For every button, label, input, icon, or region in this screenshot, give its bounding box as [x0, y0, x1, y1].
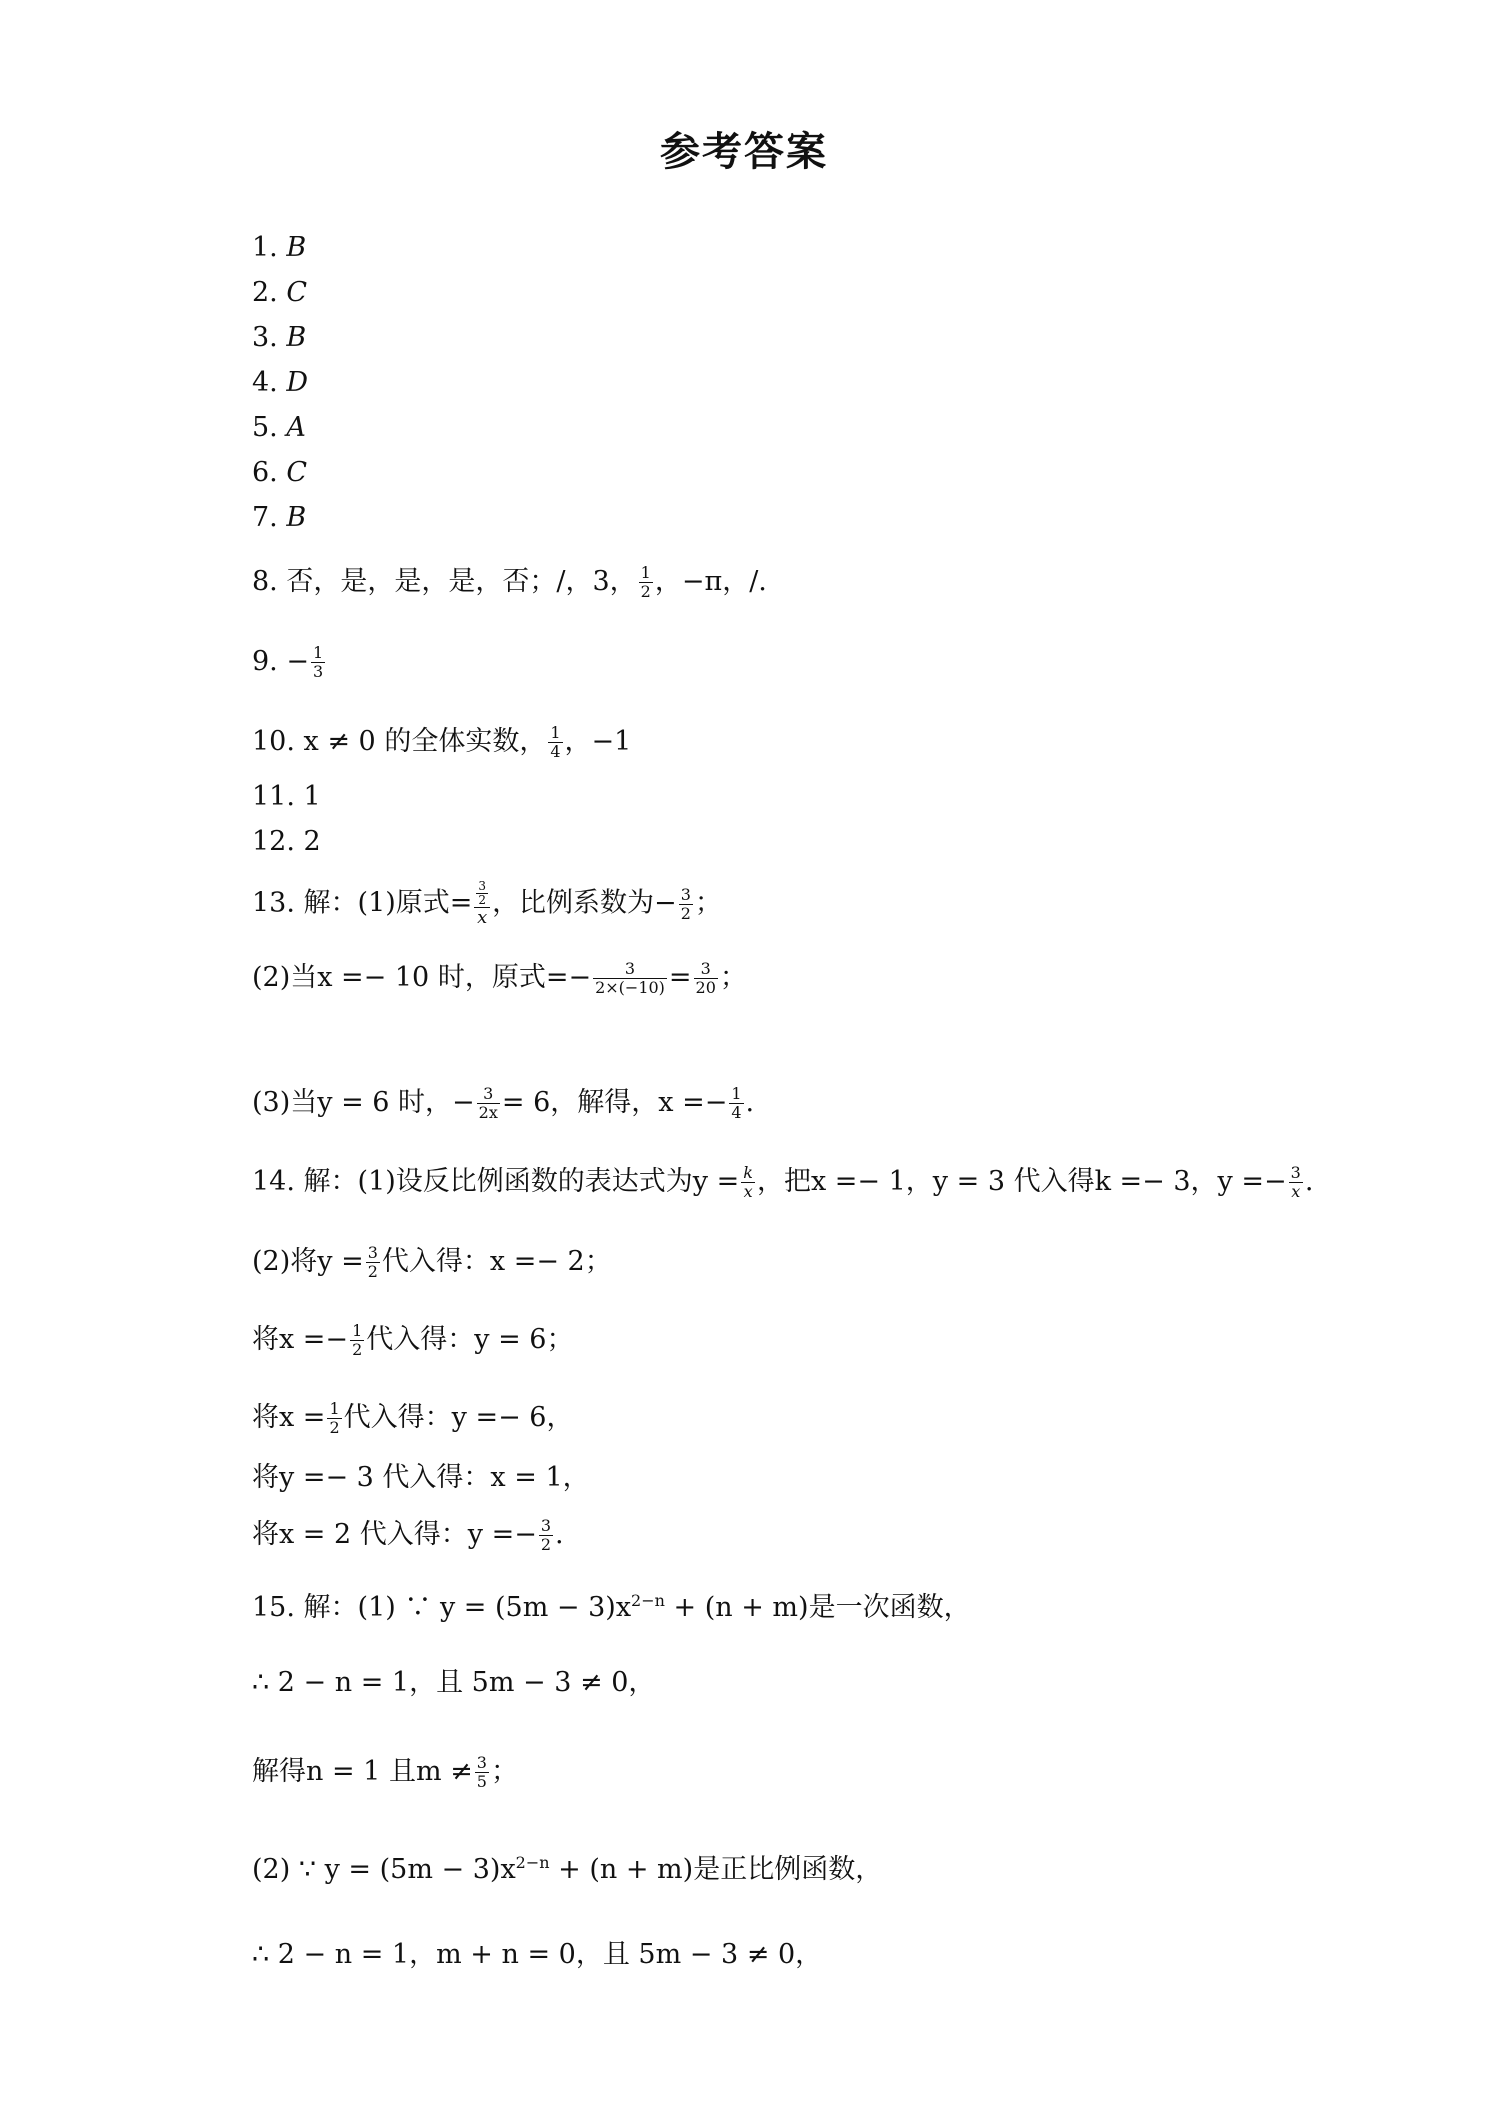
fraction: [639, 564, 653, 600]
answer-number: 9.: [252, 646, 278, 677]
answer-text: 2: [303, 826, 321, 857]
answer-text: ，−1: [564, 726, 632, 757]
answer-letter: B: [286, 322, 307, 353]
denominator: 2: [540, 1535, 552, 1554]
answer-9: [252, 642, 327, 682]
denominator: 2: [367, 1262, 378, 1281]
answer-number: 5.: [252, 412, 278, 443]
answer-text: .: [555, 1519, 564, 1550]
answer-number: 13.: [252, 887, 295, 919]
answer-11: [252, 777, 321, 817]
answer-8: [252, 562, 767, 602]
fraction: [366, 1244, 380, 1280]
fraction: [475, 1754, 489, 1790]
compound-fraction: [474, 880, 490, 928]
answer-text: ，−π，/.: [654, 566, 767, 597]
answer-letter: C: [286, 277, 308, 308]
answer-15-part4: [252, 1843, 882, 1890]
exponent: 2−n: [515, 1853, 550, 1872]
answer-text: (2)将y =: [252, 1246, 364, 1277]
answer-10: [252, 722, 631, 762]
answer-12: [252, 822, 321, 862]
answer-text: 1: [303, 781, 321, 812]
answer-number: 4.: [252, 367, 278, 398]
answer-text: = 6，解得，x =−: [501, 1087, 728, 1118]
answer-14-part4: [252, 1398, 573, 1438]
answer-14-part5: [252, 1458, 590, 1498]
answer-text: 代入得：y =− 6，: [343, 1402, 574, 1433]
numerator: 1: [352, 1321, 363, 1341]
answer-text: 代入得：y = 6；: [366, 1324, 574, 1355]
answer-text: 解得n = 1 且m ≠: [252, 1756, 473, 1787]
denominator: 2: [640, 582, 651, 601]
answer-number: 15.: [252, 1592, 295, 1623]
minus-sign: −: [286, 646, 309, 677]
answer-15-part3: [252, 1752, 518, 1792]
numerator: k: [743, 1163, 753, 1183]
denominator: x: [1291, 1182, 1301, 1201]
fraction: [694, 960, 718, 996]
fraction: [477, 1085, 500, 1121]
numerator: 1: [640, 563, 651, 583]
denominator: 2: [478, 893, 487, 908]
answer-14-part3: [252, 1320, 573, 1360]
numerator: 3: [477, 1085, 500, 1104]
answer-letter: B: [286, 502, 307, 533]
answer-text: .: [1304, 1166, 1314, 1197]
answer-15-part1: [252, 1581, 971, 1628]
answer-letter: D: [286, 367, 309, 398]
denominator: 5: [476, 1772, 487, 1791]
denominator: 4: [550, 742, 561, 761]
answer-text: =: [668, 962, 692, 993]
answer-text: 将y =− 3 代入得：x = 1，: [252, 1462, 590, 1493]
answer-number: 12.: [252, 826, 295, 857]
answer-14-part2: [252, 1242, 612, 1282]
denominator: 2: [329, 1418, 340, 1437]
answer-letter: C: [286, 457, 308, 488]
answer-text: 将x =−: [252, 1324, 349, 1355]
numerator: 1: [312, 643, 324, 663]
numerator: 3: [540, 1516, 552, 1536]
answer-13-part3: [252, 1083, 754, 1123]
answer-5: [252, 408, 306, 448]
numerator: 1: [550, 723, 561, 743]
answer-text: (2)当x =− 10 时，原式=−: [252, 962, 592, 993]
numerator: 3: [476, 1753, 487, 1773]
fraction: [729, 1085, 743, 1121]
answer-letter: A: [286, 412, 306, 443]
answer-text: ，把x =− 1，y = 3 代入得k =− 3，y =−: [756, 1166, 1287, 1197]
answer-14-part6: [252, 1515, 564, 1555]
fraction: [539, 1517, 553, 1553]
answer-3: [252, 318, 306, 358]
fraction: [1289, 1164, 1303, 1200]
answer-text: 解：(1) ∵ y = (5m − 3)x: [303, 1592, 632, 1623]
answer-number: 7.: [252, 502, 278, 533]
denominator: 20: [695, 978, 716, 997]
answer-text: (3)当y = 6 时，−: [252, 1087, 475, 1118]
answer-text: ∴ 2 − n = 1，m + n = 0，且 5m − 3 ≠ 0，: [252, 1939, 823, 1970]
answer-number: 8.: [252, 566, 278, 597]
answer-13-part2: [252, 958, 747, 998]
fraction: [548, 724, 562, 760]
numerator: 3: [478, 879, 487, 893]
answer-text: ；: [719, 962, 747, 993]
denominator: 2: [680, 903, 691, 923]
answer-text: (2) ∵ y = (5m − 3)x: [252, 1854, 516, 1885]
denominator: 3: [312, 662, 324, 681]
answer-text: 代入得：x =− 2；: [381, 1246, 612, 1277]
answer-number: 14.: [252, 1166, 295, 1197]
answer-7: [252, 498, 306, 538]
denominator: 2×(−10): [595, 978, 665, 997]
fraction: [679, 886, 693, 922]
numerator: 1: [329, 1399, 340, 1419]
numerator: 1: [731, 1084, 742, 1104]
answer-text: ；: [490, 1756, 518, 1787]
numerator: 3: [593, 960, 667, 979]
exponent: 2−n: [631, 1591, 665, 1610]
answer-text: 将x = 2 代入得：y =−: [252, 1519, 537, 1550]
answer-text: + (n + m)是正比例函数，: [549, 1854, 883, 1885]
answer-text: ∴ 2 − n = 1，且 5m − 3 ≠ 0，: [252, 1667, 656, 1698]
answer-text: .: [745, 1087, 755, 1118]
denominator: 2: [352, 1340, 363, 1359]
denominator: 4: [731, 1103, 742, 1122]
answer-number: 6.: [252, 457, 278, 488]
answer-1: [252, 228, 306, 268]
answer-text: x ≠ 0 的全体实数，: [303, 726, 547, 757]
numerator: 3: [694, 960, 718, 979]
answer-text: + (n + m)是一次函数，: [664, 1592, 971, 1623]
answer-number: 10.: [252, 726, 295, 757]
numerator: 3: [367, 1243, 378, 1263]
answer-4: [252, 363, 308, 403]
answer-number: 2.: [252, 277, 278, 308]
denominator: 2x: [478, 1103, 498, 1122]
answer-number: 3.: [252, 322, 278, 353]
answer-number: 1.: [252, 232, 278, 263]
denominator: x: [743, 1182, 753, 1201]
page-title: 参考答案: [660, 128, 828, 175]
answer-6: [252, 453, 307, 493]
answer-2: [252, 273, 307, 313]
numerator: 3: [680, 885, 691, 904]
answer-text: 解：(1)设反比例函数的表达式为y =: [303, 1166, 740, 1197]
answer-13-part1: [252, 880, 722, 928]
answer-14-part1: [252, 1162, 1313, 1202]
answer-text: ，比例系数为−: [492, 887, 677, 919]
fraction: [741, 1164, 755, 1200]
answer-text: 解：(1)原式=: [303, 887, 473, 919]
answer-letter: B: [286, 232, 307, 263]
answer-15-part2: [252, 1663, 655, 1703]
answer-text: 否，是，是，是，否；/，3，: [286, 566, 637, 597]
fraction: [350, 1322, 364, 1358]
numerator: 3: [1290, 1163, 1301, 1183]
fraction: [593, 960, 667, 996]
answer-text: 将x =: [252, 1402, 326, 1433]
answer-number: 11.: [252, 781, 295, 812]
fraction: [311, 644, 325, 680]
numerator: [474, 880, 490, 908]
answer-text: ；: [694, 887, 722, 919]
inner-fraction: [476, 880, 488, 907]
denominator: x: [477, 907, 488, 929]
fraction: [327, 1400, 341, 1436]
answer-15-part5: [252, 1935, 822, 1975]
